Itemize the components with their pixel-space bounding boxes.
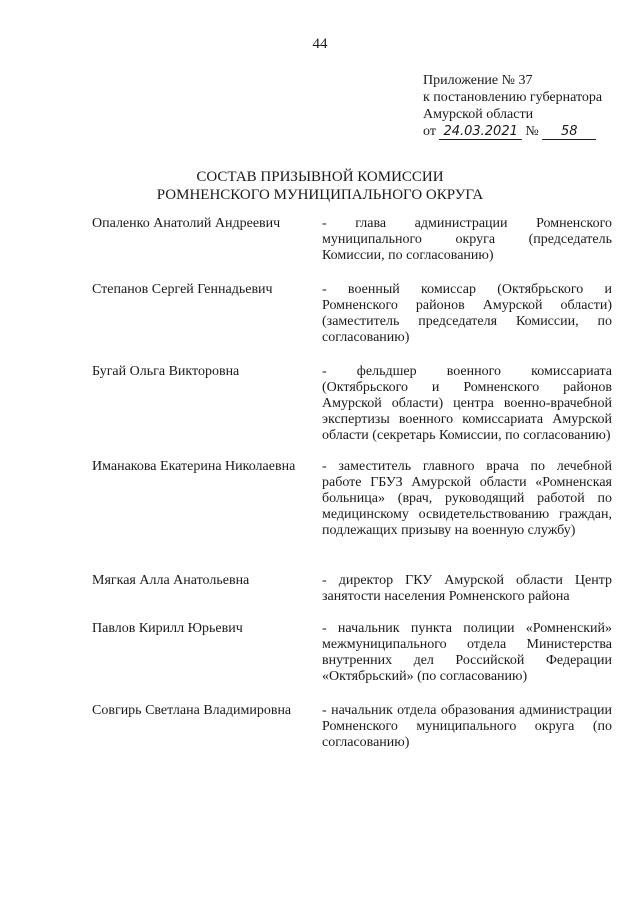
member-name: Мягкая Алла Анатольевна (92, 573, 250, 588)
member-name: Степанов Сергей Геннадьевич (92, 282, 273, 297)
document-title (0, 168, 640, 204)
member-name: Опаленко Анатолий Андреевич (92, 216, 281, 231)
member-name: Иманакова Екатерина Николаевна (92, 459, 296, 474)
member-name: Совгирь Светлана Владимировна (92, 703, 292, 718)
member-role: - глава администрации Ромненского муниципального округа (председатель Комиссии, по согласованию) (322, 216, 612, 263)
member-role: - начальник пункта полиции «Ромненский» межмуниципального отдела Министерства внутренних дел Российской Федерации «Октябрьский» (по согласованию) (322, 621, 612, 684)
annex-line-1: Приложение № 37 (423, 73, 533, 88)
member-role: - заместитель главного врача по лечебной работе ГБУЗ Амурской области «Ромненская больница» (врач, руководящий работой по медицинскому освидетельствованию граждан, подлежащих призыву на военную службу) (322, 459, 612, 538)
date-prefix: от (423, 124, 436, 139)
annex-line-3: Амурской области (423, 107, 534, 122)
number-prefix: № (525, 124, 539, 139)
page-number: 44 (312, 36, 328, 52)
annex-line-2: к постановлению губернатора (423, 90, 603, 105)
member-role: - директор ГКУ Амурской области Центр занятости населения Ромненского района (322, 573, 612, 604)
annex-date-number (423, 123, 623, 140)
title-line-2: РОМНЕНСКОГО МУНИЦИПАЛЬНОГО ОКРУГА (156, 187, 484, 203)
member-name: Павлов Кирилл Юрьевич (92, 621, 243, 636)
title-line-1: СОСТАВ ПРИЗЫВНОЙ КОМИССИИ (196, 169, 444, 185)
member-name: Бугай Ольга Викторовна (92, 364, 240, 379)
member-role: - военный комиссар (Октябрьского и Ромненского районов Амурской области) (заместитель председателя Комиссии, по согласованию) (322, 282, 612, 345)
member-role: - фельдшер военного комиссариата (Октябрьского и Ромненского районов Амурской области) центра военно-врачебной экспертизы военного комиссариата Амурской области (секретарь Комиссии, по согласованию) (322, 364, 612, 443)
handwritten-number: 58 (542, 124, 596, 140)
handwritten-date: 24.03.2021 (439, 124, 521, 140)
member-role: - начальник отдела образования администрации Ромненского муниципального округа (по согласованию) (322, 703, 612, 750)
annex-header (423, 72, 623, 140)
